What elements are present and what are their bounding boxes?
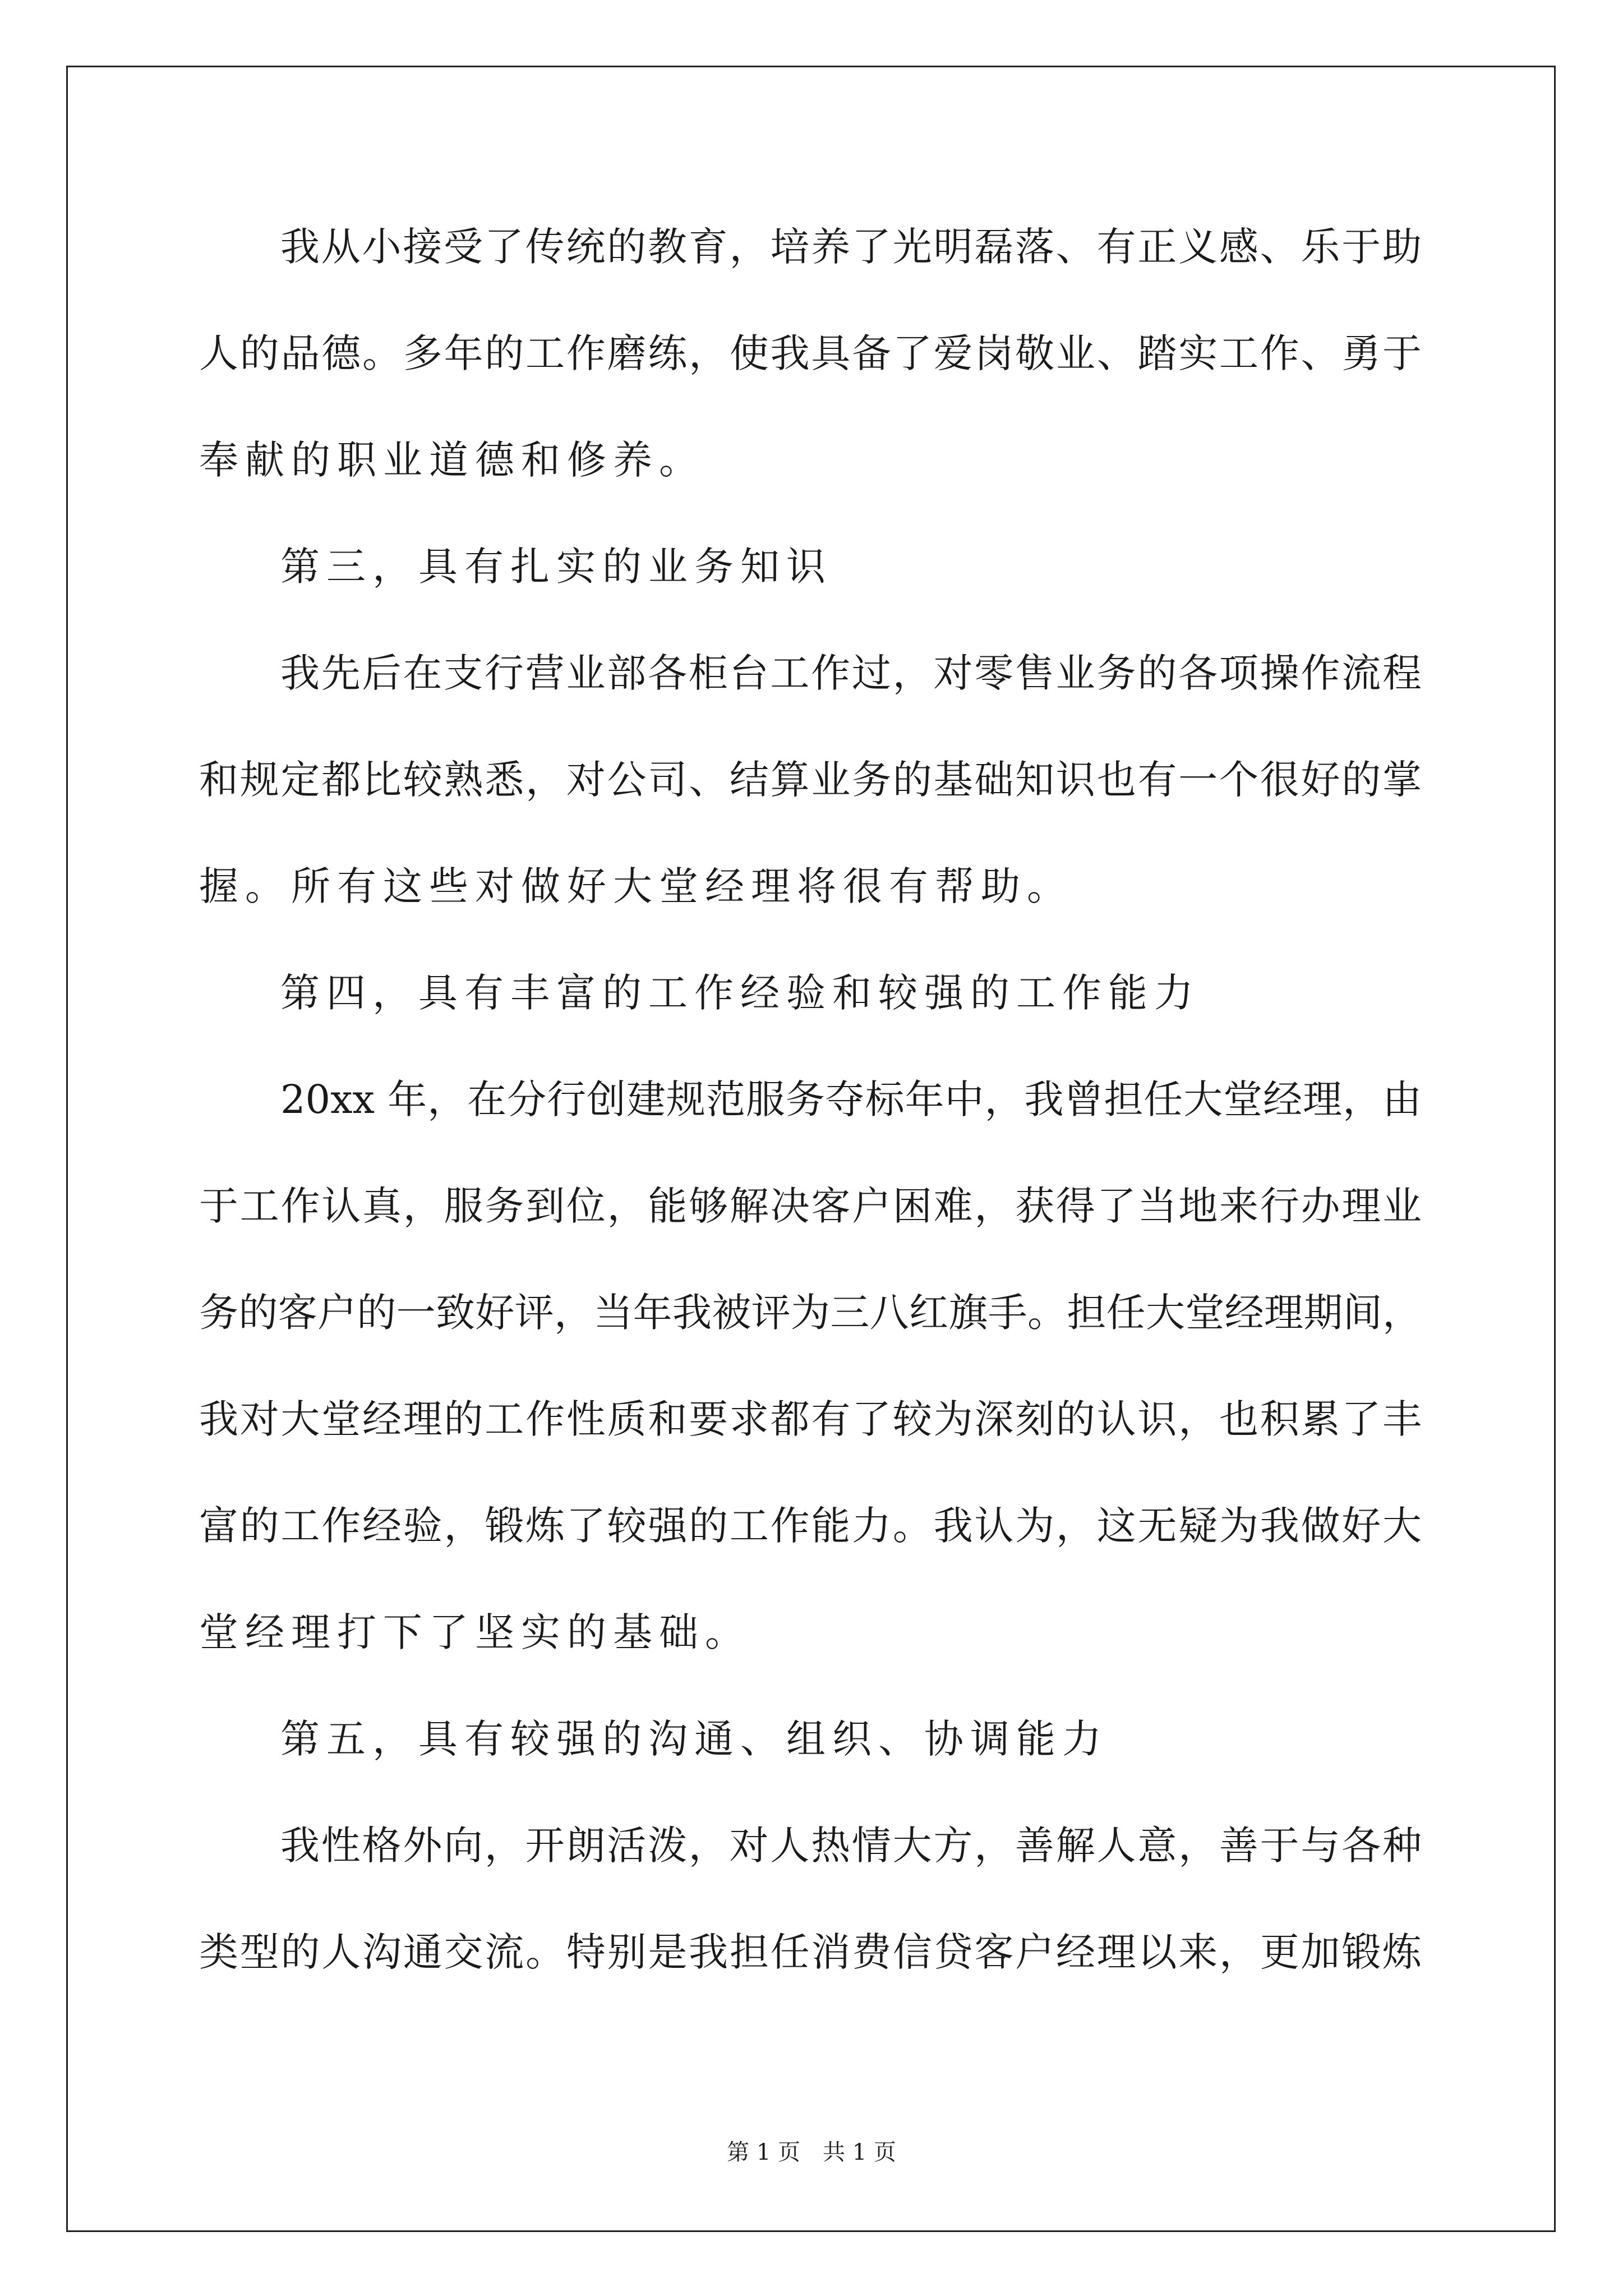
text-line: 我对大堂经理的工作性质和要求都有了较为深刻的认识，也积累了丰 [199, 1396, 1422, 1442]
section-heading: 第五，具有较强的沟通、组织、协调能力 [280, 1716, 1108, 1762]
section-heading: 第三，具有扎实的业务知识 [280, 544, 832, 590]
text-line: 奉献的职业道德和修养。 [199, 437, 705, 483]
page-number: 第 1 页 共 1 页 [727, 2139, 896, 2165]
text-line: 我性格外向，开朗活泼，对人热情大方，善解人意，善于与各种 [280, 1823, 1422, 1869]
page-border [66, 66, 1556, 2232]
text-line: 和规定都比较熟悉，对公司、结算业务的基础知识也有一个很好的掌 [199, 757, 1422, 803]
text-line: 人的品德。多年的工作磨练，使我具备了爱岗敬业、踏实工作、勇于 [199, 330, 1422, 376]
text-line: 20xx 年，在分行创建规范服务夺标年中，我曾担任大堂经理，由 [280, 1076, 1422, 1122]
text-line: 握。所有这些对做好大堂经理将很有帮助。 [199, 863, 1073, 909]
text-line: 富的工作经验，锻炼了较强的工作能力。我认为，这无疑为我做好大 [199, 1503, 1422, 1549]
text-line: 堂经理打下了坚实的基础。 [199, 1609, 751, 1655]
text-line: 我从小接受了传统的教育，培养了光明磊落、有正义感、乐于助 [280, 224, 1422, 270]
text-line: 务的客户的一致好评，当年我被评为三八红旗手。担任大堂经理期间， [199, 1290, 1422, 1336]
text-line: 于工作认真，服务到位，能够解决客户困难，获得了当地来行办理业 [199, 1183, 1422, 1229]
text-line: 类型的人沟通交流。特别是我担任消费信贷客户经理以来，更加锻炼 [199, 1929, 1422, 1975]
section-heading: 第四，具有丰富的工作经验和较强的工作能力 [280, 970, 1200, 1016]
text-line: 我先后在支行营业部各柜台工作过，对零售业务的各项操作流程 [280, 650, 1422, 696]
